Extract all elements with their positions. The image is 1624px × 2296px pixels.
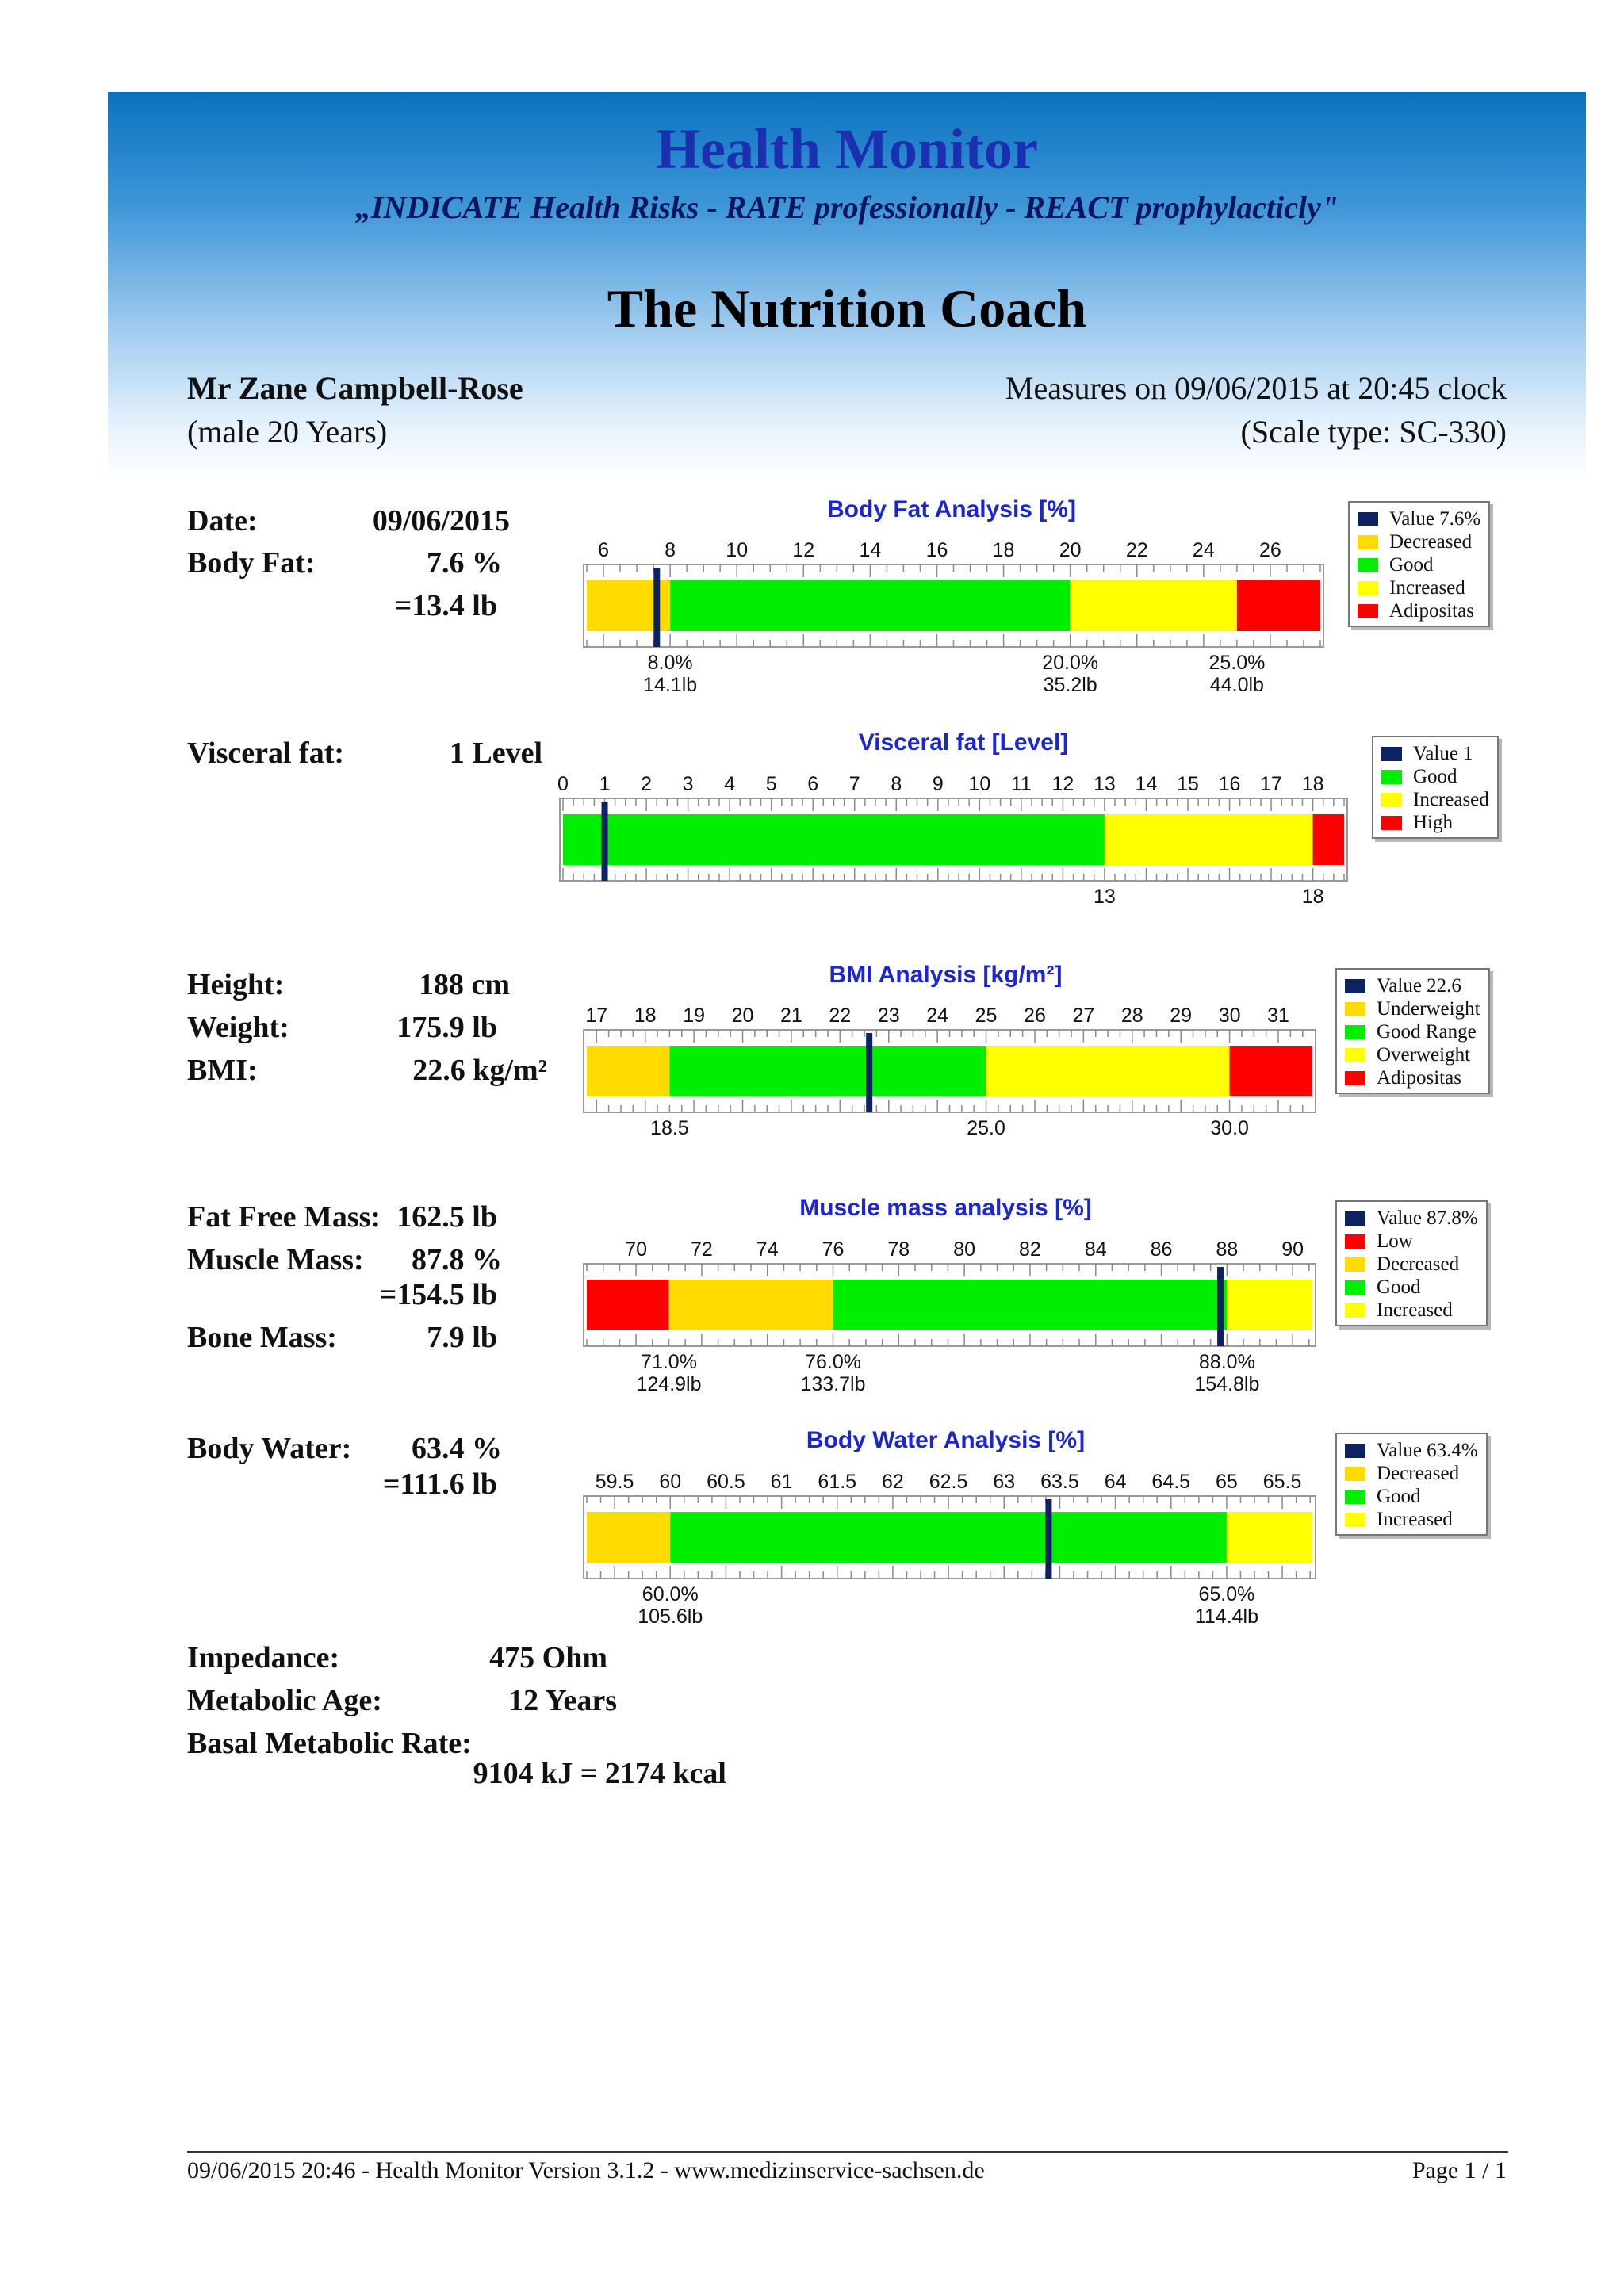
muscle-mass-threshold-label: 88.0%: [1198, 1351, 1255, 1373]
body-fat-legend-item: [1358, 553, 1480, 576]
muscle-mass-tick-label: 90: [1281, 1238, 1304, 1261]
muscle-mass-legend: [1335, 1200, 1488, 1326]
muscle-mass-segment: [587, 1280, 669, 1330]
muscle-mass-threshold-weight-label: 133.7lb: [800, 1373, 866, 1395]
muscle-mass-legend-item: [1345, 1230, 1478, 1253]
body-water-legend-swatch: [1345, 1513, 1365, 1527]
body-water-segment: [1227, 1512, 1312, 1563]
body-water-chart: [571, 1463, 1324, 1633]
muscle-mass-legend-item: [1345, 1207, 1478, 1230]
height-value: 188 cm: [418, 968, 510, 1001]
bmi-tick-label: 31: [1267, 1004, 1289, 1027]
bmi-legend-item: [1345, 974, 1480, 997]
visceral-fat-tick-label: 8: [891, 773, 902, 795]
impedance-label: Impedance:: [187, 1641, 340, 1674]
visceral-fat-legend-item: [1381, 765, 1489, 788]
bmi-legend-swatch: [1345, 1048, 1365, 1062]
fat-free-mass-value: 162.5 lb: [396, 1200, 497, 1234]
body-fat-tick-label: 22: [1125, 539, 1148, 561]
body-water-value-marker: [1045, 1499, 1051, 1578]
body-fat-tick-label: 26: [1259, 539, 1281, 561]
page-number: Page 1 / 1: [1411, 2157, 1507, 2183]
body-fat-tick-label: 6: [598, 539, 609, 561]
bmi-threshold-label: 25.0: [967, 1117, 1005, 1139]
body-fat-legend-item: [1358, 576, 1480, 599]
body-fat-tick-label: 10: [726, 539, 749, 561]
body-water-legend-swatch: [1345, 1444, 1365, 1458]
bmi-tick-label: 23: [877, 1004, 900, 1027]
muscle-mass-tick-label: 72: [691, 1238, 713, 1261]
bmi-tick-label: 19: [683, 1004, 706, 1027]
bmi-label: BMI:: [187, 1054, 258, 1087]
muscle-mass-legend-label: Good: [1377, 1276, 1421, 1298]
visceral-fat-legend-item: [1381, 742, 1489, 765]
body-fat-legend-label: Good: [1389, 554, 1434, 576]
muscle-mass-tick-label: 88: [1216, 1238, 1239, 1261]
visceral-fat-chart: [555, 765, 1348, 912]
measurement-date: Measures on 09/06/2015 at 20:45 clock: [1005, 370, 1507, 406]
bmi-tick-label: 25: [975, 1004, 998, 1027]
visceral-fat-tick-label: 13: [1094, 773, 1116, 795]
body-fat-threshold-weight-label: 44.0lb: [1209, 674, 1264, 696]
body-water-label: Body Water:: [187, 1432, 352, 1465]
body-water-legend-item: [1345, 1462, 1478, 1485]
body-water-segment: [587, 1512, 670, 1563]
visceral-fat-legend-label: Increased: [1413, 789, 1489, 810]
bmi-value-marker: [866, 1033, 872, 1112]
body-fat-legend-swatch: [1358, 604, 1378, 618]
visceral-fat-tick-label: 3: [682, 773, 694, 795]
body-water-legend-item: [1345, 1439, 1478, 1462]
body-fat-label: Body Fat:: [187, 546, 316, 580]
muscle-mass-tick-label: 82: [1019, 1238, 1041, 1261]
body-water-tick-label: 64: [1104, 1471, 1127, 1493]
visceral-fat-tick-label: 16: [1218, 773, 1241, 795]
bmi-legend-swatch: [1345, 1071, 1365, 1085]
body-fat-threshold-weight-label: 35.2lb: [1043, 674, 1097, 696]
bmi-value: 22.6 kg/m²: [412, 1054, 547, 1087]
basal-metabolic-rate-label: Basal Metabolic Rate:: [187, 1727, 472, 1760]
bmi-legend-item: [1345, 1020, 1480, 1043]
bmi-legend-label: Value 22.6: [1377, 975, 1461, 997]
visceral-fat-segment: [1105, 814, 1313, 865]
bmi-tick-label: 18: [634, 1004, 657, 1027]
visceral-fat-tick-label: 2: [641, 773, 653, 795]
body-water-tick-label: 59.5: [595, 1471, 634, 1493]
visceral-fat-value: 1 Level: [449, 737, 542, 770]
body-water-legend-item: [1345, 1485, 1478, 1508]
body-water-legend-label: Increased: [1377, 1509, 1453, 1530]
bmi-chart: [563, 997, 1324, 1143]
bmi-segment: [669, 1046, 986, 1096]
bmi-legend-item: [1345, 1066, 1480, 1089]
body-fat-legend: [1348, 501, 1490, 627]
height-label: Height:: [187, 968, 285, 1001]
muscle-mass-tick-label: 78: [887, 1238, 910, 1261]
bmi-chart-title: BMI Analysis [kg/m²]: [829, 962, 1063, 988]
fat-free-mass-label: Fat Free Mass:: [187, 1200, 381, 1234]
body-water-threshold-weight-label: 105.6lb: [638, 1605, 703, 1628]
body-fat-legend-swatch: [1358, 558, 1378, 572]
muscle-mass-value: 87.8 %: [412, 1243, 502, 1276]
muscle-mass-threshold-weight-label: 124.9lb: [636, 1373, 702, 1395]
muscle-mass-tick-label: 76: [822, 1238, 845, 1261]
visceral-fat-chart-title: Visceral fat [Level]: [858, 729, 1069, 756]
visceral-fat-tick-label: 10: [968, 773, 991, 795]
visceral-fat-tick-label: 18: [1301, 773, 1324, 795]
visceral-fat-legend-swatch: [1381, 747, 1402, 761]
bmi-legend-label: Adipositas: [1377, 1067, 1461, 1089]
bmi-tick-label: 17: [585, 1004, 608, 1027]
weight-label: Weight:: [187, 1011, 289, 1044]
bmi-segment: [986, 1046, 1230, 1096]
body-water-tick-label: 62: [882, 1471, 904, 1493]
muscle-mass-legend-item: [1345, 1253, 1478, 1276]
body-fat-legend-label: Decreased: [1389, 531, 1473, 553]
visceral-fat-tick-label: 0: [557, 773, 569, 795]
body-water-tick-label: 62.5: [929, 1471, 968, 1493]
body-water-tick-label: 63.5: [1040, 1471, 1079, 1493]
muscle-mass-tick-label: 86: [1150, 1238, 1173, 1261]
body-fat-legend-swatch: [1358, 535, 1378, 549]
visceral-fat-tick-label: 14: [1135, 773, 1158, 795]
body-water-legend-label: Decreased: [1377, 1463, 1460, 1484]
bmi-tick-label: 28: [1120, 1004, 1143, 1027]
muscle-mass-value-marker: [1217, 1267, 1224, 1346]
body-water-tick-label: 60: [659, 1471, 682, 1493]
muscle-mass-threshold-weight-label: 154.8lb: [1194, 1373, 1260, 1395]
body-water-tick-label: 65: [1216, 1471, 1238, 1493]
muscle-mass-segment: [669, 1280, 833, 1330]
bone-mass-value: 7.9 lb: [427, 1321, 497, 1354]
visceral-fat-legend-swatch: [1381, 770, 1402, 784]
body-water-threshold-label: 60.0%: [642, 1583, 699, 1605]
body-water-legend-label: Good: [1377, 1486, 1421, 1507]
body-fat-legend-item: [1358, 507, 1480, 530]
bmi-tick-label: 20: [731, 1004, 754, 1027]
body-fat-legend-label: Value 7.6%: [1389, 508, 1481, 530]
visceral-fat-label: Visceral fat:: [187, 737, 344, 770]
muscle-mass-label: Muscle Mass:: [187, 1243, 364, 1276]
body-fat-tick-label: 8: [665, 539, 676, 561]
visceral-fat-threshold-label: 18: [1301, 886, 1324, 908]
visceral-fat-legend: [1372, 736, 1499, 839]
body-fat-legend-label: Adipositas: [1389, 600, 1474, 622]
muscle-mass-legend-label: Value 87.8%: [1377, 1207, 1478, 1229]
visceral-fat-value-marker: [602, 802, 608, 881]
body-water-lb-value: =111.6 lb: [382, 1468, 497, 1501]
visceral-fat-legend-item: [1381, 788, 1489, 811]
muscle-mass-legend-swatch: [1345, 1303, 1365, 1318]
muscle-mass-threshold-label: 71.0%: [641, 1351, 697, 1373]
muscle-mass-threshold-label: 76.0%: [805, 1351, 861, 1373]
muscle-mass-chart-title: Muscle mass analysis [%]: [799, 1195, 1092, 1221]
body-water-legend: [1335, 1433, 1488, 1536]
muscle-mass-tick-label: 74: [756, 1238, 779, 1261]
metabolic-age-label: Metabolic Age:: [187, 1684, 382, 1717]
visceral-fat-tick-label: 5: [765, 773, 777, 795]
visceral-fat-legend-label: High: [1413, 812, 1453, 833]
bmi-tick-label: 26: [1024, 1004, 1046, 1027]
muscle-mass-legend-item: [1345, 1276, 1478, 1299]
date-value: 09/06/2015: [372, 504, 510, 538]
body-fat-threshold-label: 25.0%: [1208, 652, 1266, 674]
body-fat-segment: [670, 580, 1071, 631]
muscle-mass-legend-label: Decreased: [1377, 1253, 1460, 1275]
bone-mass-label: Bone Mass:: [187, 1321, 337, 1354]
muscle-mass-segment: [833, 1280, 1228, 1330]
visceral-fat-threshold-label: 13: [1094, 886, 1116, 908]
body-fat-value-marker: [653, 568, 660, 647]
body-water-legend-item: [1345, 1508, 1478, 1531]
bmi-tick-label: 30: [1218, 1004, 1241, 1027]
bmi-legend-swatch: [1345, 979, 1365, 993]
visceral-fat-tick-label: 15: [1177, 773, 1199, 795]
scale-type: (Scale type: SC-330): [1240, 414, 1507, 450]
app-title: Health Monitor: [656, 117, 1038, 181]
bmi-tick-label: 27: [1072, 1004, 1095, 1027]
bmi-legend-item: [1345, 997, 1480, 1020]
visceral-fat-legend-label: Value 1: [1413, 743, 1473, 764]
muscle-mass-legend-label: Low: [1377, 1230, 1413, 1252]
bmi-segment: [1230, 1046, 1312, 1096]
muscle-mass-tick-label: 70: [625, 1238, 648, 1261]
visceral-fat-legend-swatch: [1381, 793, 1402, 807]
visceral-fat-tick-label: 11: [1010, 773, 1032, 795]
bmi-legend: [1335, 968, 1490, 1094]
body-fat-threshold-label: 20.0%: [1042, 652, 1099, 674]
impedance-value: 475 Ohm: [489, 1641, 607, 1674]
body-water-legend-label: Value 63.4%: [1377, 1440, 1478, 1461]
body-fat-tick-label: 18: [992, 539, 1015, 561]
bmi-tick-label: 21: [780, 1004, 802, 1027]
body-water-tick-label: 61: [770, 1471, 793, 1493]
visceral-fat-tick-label: 17: [1260, 773, 1282, 795]
visceral-fat-tick-label: 7: [848, 773, 860, 795]
muscle-mass-legend-item: [1345, 1299, 1478, 1322]
bmi-legend-swatch: [1345, 1002, 1365, 1016]
metabolic-age-value: 12 Years: [508, 1684, 617, 1717]
visceral-fat-tick-label: 1: [599, 773, 611, 795]
person-details: (male 20 Years): [187, 414, 388, 450]
footer-info: 09/06/2015 20:46 - Health Monitor Version 3.1.2 - www.medizinservice-sachsen.de: [187, 2157, 985, 2183]
body-water-tick-label: 65.5: [1262, 1471, 1302, 1493]
body-fat-tick-label: 14: [859, 539, 882, 561]
body-water-tick-label: 63: [993, 1471, 1016, 1493]
bmi-legend-swatch: [1345, 1025, 1365, 1039]
bmi-legend-label: Underweight: [1377, 998, 1480, 1020]
body-fat-legend-swatch: [1358, 512, 1378, 526]
body-water-tick-label: 64.5: [1151, 1471, 1191, 1493]
bmi-tick-label: 22: [829, 1004, 852, 1027]
bmi-legend-label: Overweight: [1377, 1044, 1471, 1066]
footer-divider: [187, 2151, 1508, 2152]
visceral-fat-legend-item: [1381, 811, 1489, 834]
body-fat-chart: [579, 531, 1324, 706]
muscle-mass-legend-swatch: [1345, 1257, 1365, 1272]
body-water-segment: [670, 1512, 1227, 1563]
body-fat-tick-label: 12: [792, 539, 815, 561]
body-fat-value: 7.6 %: [427, 546, 502, 580]
muscle-mass-legend-swatch: [1345, 1280, 1365, 1295]
person-name: Mr Zane Campbell-Rose: [187, 370, 523, 406]
visceral-fat-tick-label: 6: [807, 773, 819, 795]
body-fat-threshold-weight-label: 14.1lb: [643, 674, 698, 696]
bmi-threshold-label: 30.0: [1210, 1117, 1249, 1139]
body-fat-threshold-label: 8.0%: [647, 652, 693, 674]
muscle-mass-legend-swatch: [1345, 1234, 1365, 1249]
body-fat-segment: [1237, 580, 1320, 631]
basal-metabolic-rate-value: 9104 kJ = 2174 kcal: [473, 1757, 726, 1790]
body-fat-tick-label: 24: [1192, 539, 1215, 561]
visceral-fat-legend-swatch: [1381, 816, 1402, 830]
bmi-legend-item: [1345, 1043, 1480, 1066]
body-water-legend-swatch: [1345, 1490, 1365, 1504]
body-water-tick-label: 60.5: [707, 1471, 745, 1493]
body-fat-legend-item: [1358, 599, 1480, 622]
body-water-value: 63.4 %: [412, 1432, 502, 1465]
visceral-fat-legend-label: Good: [1413, 766, 1457, 787]
body-water-tick-label: 61.5: [818, 1471, 857, 1493]
body-fat-legend-label: Increased: [1389, 577, 1465, 599]
visceral-fat-tick-label: 4: [724, 773, 736, 795]
visceral-fat-tick-label: 12: [1051, 773, 1074, 795]
bmi-threshold-label: 18.5: [650, 1117, 689, 1139]
muscle-mass-segment: [1227, 1280, 1312, 1330]
visceral-fat-segment: [1313, 814, 1344, 865]
muscle-mass-tick-label: 80: [953, 1238, 976, 1261]
muscle-mass-legend-swatch: [1345, 1211, 1365, 1226]
bmi-legend-label: Good Range: [1377, 1021, 1477, 1043]
body-water-threshold-label: 65.0%: [1198, 1583, 1255, 1605]
body-fat-tick-label: 16: [925, 539, 948, 561]
report-title: The Nutrition Coach: [607, 278, 1087, 339]
muscle-mass-tick-label: 84: [1084, 1238, 1107, 1261]
bmi-tick-label: 29: [1170, 1004, 1193, 1027]
bmi-segment: [587, 1046, 669, 1096]
muscle-mass-chart: [571, 1230, 1324, 1401]
weight-value: 175.9 lb: [396, 1011, 497, 1044]
muscle-mass-legend-label: Increased: [1377, 1299, 1453, 1321]
visceral-fat-segment: [563, 814, 1105, 865]
app-slogan: „INDICATE Health Risks - RATE professionally - REACT prophylacticly": [354, 189, 1339, 225]
muscle-mass-lb-value: =154.5 lb: [379, 1278, 497, 1311]
body-fat-lb-value: =13.4 lb: [394, 589, 497, 622]
date-label: Date:: [187, 504, 258, 538]
body-fat-chart-title: Body Fat Analysis [%]: [827, 496, 1076, 522]
body-water-legend-swatch: [1345, 1467, 1365, 1481]
body-water-chart-title: Body Water Analysis [%]: [806, 1427, 1086, 1453]
body-fat-segment: [1071, 580, 1237, 631]
body-fat-tick-label: 20: [1059, 539, 1082, 561]
visceral-fat-tick-label: 9: [932, 773, 944, 795]
body-fat-legend-swatch: [1358, 581, 1378, 595]
body-water-threshold-weight-label: 114.4lb: [1194, 1605, 1259, 1628]
bmi-tick-label: 24: [926, 1004, 949, 1027]
body-fat-legend-item: [1358, 530, 1480, 553]
